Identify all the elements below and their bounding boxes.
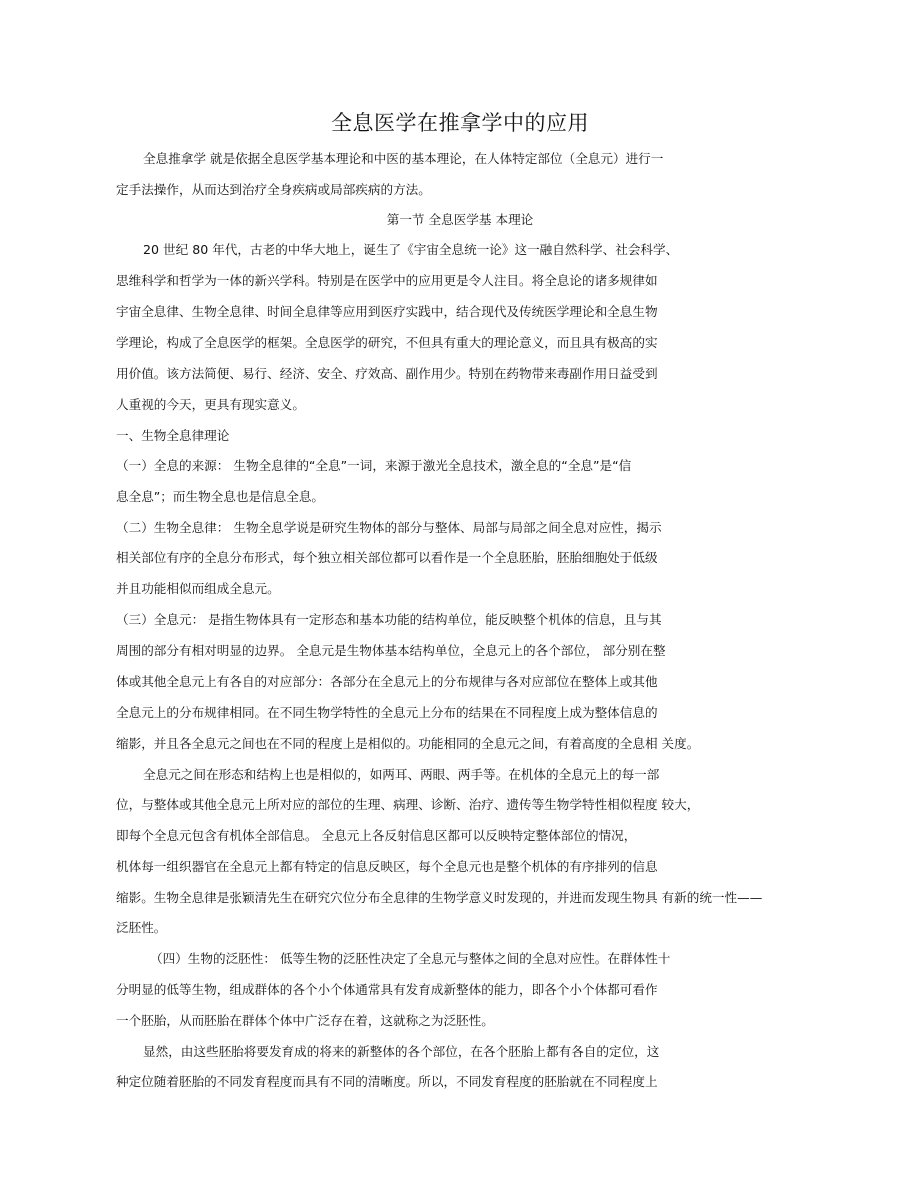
item-line: 分明显的低等生物，组成群体的各个小个体通常具有发育成新整体的能力，即各个小个体都可看作	[116, 982, 658, 997]
paragraph-line: 位，与整体或其他全息元上所对应的部位的生理、病理、诊断、治疗、遗传等生物学特性相似程度 较大，	[116, 797, 700, 812]
intro-line: 全息推拿学 就是依据全息医学基本理论和中医的基本理论，在人体特定部位（全息元）进行一	[143, 151, 664, 166]
paragraph-line: 宇宙全息律、生物全息律、时间全息律等应用到医疗实践中，结合现代及传统医学理论和全息生物	[116, 304, 658, 319]
document-title: 全息医学在推拿学中的应用	[331, 111, 589, 135]
intro-line: 定手法操作，从而达到治疗全身疾病或局部疾病的方法。	[116, 182, 431, 197]
paragraph-line: 思维科学和哲学为一体的新兴学科。特别是在医学中的应用更是令人注目。将全息论的诸多规律如	[116, 273, 658, 288]
item-line: 缩影，并且各全息元之间也在不同的程度上是相似的。功能相同的全息元之间，有着高度的全息相 关度。	[116, 736, 700, 751]
item-line: （一）全息的来源： 生物全息律的“全息”一词，来源于激光全息技术，激全息的“全息”是“信	[116, 458, 632, 473]
item-line: 并且功能相似而组成全息元。	[116, 581, 280, 596]
item-line: 体或其他全息元上有各自的对应部分：各部分在全息元上的分布规律与各对应部位在整体上或其他	[116, 674, 658, 689]
subheading: 一、生物全息律理论	[116, 428, 230, 443]
paragraph-line: 人重视的今天，更具有现实意义。	[116, 397, 305, 412]
item-line: （四）生物的泛胚性： 低等生物的泛胚性决定了全息元与整体之间的全息对应性。在群体性十	[150, 951, 671, 966]
paragraph-line: 即每个全息元包含有机体全部信息。 全息元上各反射信息区都可以反映特定整体部位的情况，	[116, 828, 637, 843]
paragraph-line: 全息元之间在形态和结构上也是相似的，如两耳、两眼、两手等。在机体的全息元上的每一部	[143, 767, 660, 782]
paragraph-line: 机体每一组织器官在全息元上都有特定的信息反映区，每个全息元也是整个机体的有序排列的信息	[116, 859, 658, 874]
section-heading: 第一节 全息医学基 本理论	[386, 212, 534, 227]
paragraph-line: 缩影。生物全息律是张颖清先生在研究穴位分布全息律的生物学意义时发现的，并进而发现生物具 有新的统一性——	[116, 890, 763, 905]
item-line: 全息元上的分布规律相同。在不同生物学特性的全息元上分布的结果在不同程度上成为整体信息的	[116, 705, 658, 720]
paragraph-line: 20 世纪 80 年代，古老的中华大地上，诞生了《宇宙全息统一论》这一融自然科学、社会科学、	[143, 242, 679, 257]
paragraph-line: 显然，由这些胚胎将要发育成的将来的新整体的各个部位，在各个胚胎上都有各自的定位，这	[143, 1044, 660, 1059]
paragraph-line: 种定位随着胚胎的不同发育程度而具有不同的清晰度。所以，不同发育程度的胚胎就在不同程度上	[116, 1074, 658, 1089]
item-line: 相关部位有序的全息分布形式，每个独立相关部位都可以看作是一个全息胚胎，胚胎细胞处于低级	[116, 550, 658, 565]
item-line: （三）全息元： 是指生物体具有一定形态和基本功能的结构单位，能反映整个机体的信息，且与其	[116, 612, 662, 627]
paragraph-line: 用价值。该方法简便、易行、经济、安全、疗效高、副作用少。特别在药物带来毒副作用日益受到	[116, 366, 658, 381]
item-line: 一个胚胎，从而胚胎在群体个体中广泛存在着，这就称之为泛胚性。	[116, 1013, 494, 1028]
paragraph-line: 泛胚性。	[116, 920, 167, 935]
paragraph-line: 学理论，构成了全息医学的框架。全息医学的研究，不但具有重大的理论意义，而且具有极高的实	[116, 335, 658, 350]
item-line: 周围的部分有相对明显的边界。 全息元是生物体基本结构单位，全息元上的各个部位， 部分别在整	[116, 643, 666, 658]
item-line: （二）生物全息律： 生物全息学说是研究生物体的部分与整体、局部与局部之间全息对应性，揭示	[116, 520, 662, 535]
item-line: 息全息”；而生物全息也是信息全息。	[116, 489, 325, 504]
